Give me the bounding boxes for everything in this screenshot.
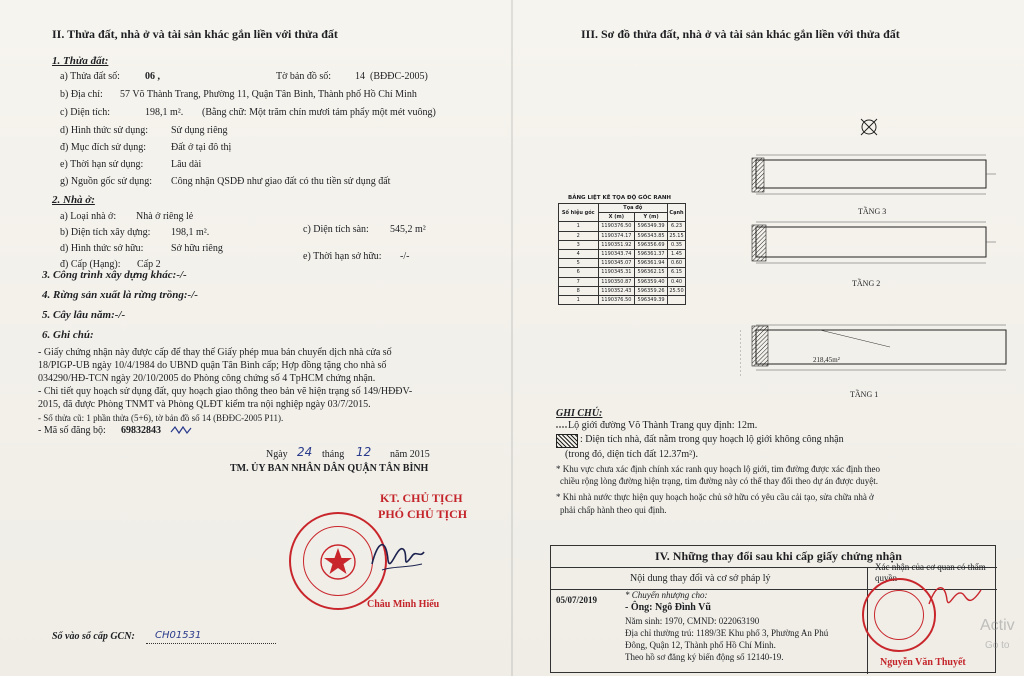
map-sheet-ref: (BĐĐC-2005)	[370, 71, 428, 82]
coord-cell: 8	[559, 286, 599, 295]
production-forest: 4. Rừng sản xuất là rừng trồng:-/-	[42, 289, 198, 301]
coord-row	[559, 231, 686, 240]
plan-notes-heading: GHI CHÚ:	[556, 408, 603, 419]
plan-note-2-line-1: : Diện tích nhà, đất nằm trong quy hoạch lộ giới không công nhận	[580, 434, 844, 445]
land-plot-heading: 1. Thửa đất:	[52, 55, 109, 67]
coord-row	[559, 240, 686, 249]
coord-header-edge: Cạnh	[668, 204, 686, 222]
coord-cell: 596362.15	[635, 268, 668, 277]
fold-line	[511, 0, 513, 676]
issue-date-year: năm 2015	[390, 449, 430, 460]
house-grade-value: Cấp 2	[137, 259, 161, 270]
coord-cell: 596359.26	[635, 286, 668, 295]
coord-header-y: Y (m)	[635, 213, 668, 222]
address-label: b) Địa chỉ:	[60, 89, 103, 100]
coord-row	[559, 222, 686, 231]
change-date: 05/07/2019	[556, 595, 598, 605]
hatched-area-legend-icon	[556, 434, 578, 448]
area-value: 198,1 m².	[145, 107, 184, 118]
issue-date-month: 12	[356, 445, 372, 459]
coord-cell: 2	[559, 231, 599, 240]
coord-cell: 4	[559, 249, 599, 258]
floor-1-label: TẦNG 1	[850, 390, 879, 399]
coord-cell: 25.50	[669, 287, 684, 294]
coord-cell: 5	[559, 259, 599, 268]
coord-cell: 596349.39	[635, 222, 668, 231]
plan-note-3-line-2: chiều rộng lòng đường hiện trạng, tim đường này có thể thay đổi theo dự án được duyệt.	[560, 476, 878, 486]
confirm-signature-icon	[925, 578, 985, 614]
signature-icon	[368, 530, 428, 580]
coord-cell: 1	[559, 222, 599, 231]
section-3-title: III. Sơ đồ thửa đất, nhà ở và tài sản khác gắn liền với thửa đất	[581, 27, 900, 41]
coord-cell: 6	[559, 268, 599, 277]
coord-cell: 7	[559, 277, 599, 286]
section-4-title: IV. Những thay đổi sau khi cấp giấy chứng nhận	[655, 549, 902, 563]
coord-row	[559, 259, 686, 268]
coord-cell: 596361.37	[635, 249, 668, 258]
change-line-4: Địa chỉ thường trú: 1189/3E Khu phố 3, Phường An Phú	[625, 628, 829, 638]
coord-cell: 1190350.87	[598, 277, 635, 286]
floor-area-label: c) Diện tích sàn:	[303, 224, 369, 235]
coord-row	[559, 268, 686, 277]
issue-date-month-label: tháng	[322, 449, 345, 460]
ownership-term-value: -/-	[400, 251, 410, 262]
map-sheet-value: 14	[355, 71, 365, 82]
note-1-line-3: 034290/HĐ-TCN ngày 20/10/2005 do Phòng công chứng số 4 TpHCM chứng nhận.	[38, 373, 376, 384]
change-line-1: * Chuyển nhượng cho:	[625, 590, 708, 600]
signer-name: Châu Minh Hiếu	[367, 599, 440, 610]
ownership-value: Sở hữu riêng	[171, 243, 223, 254]
gcn-book-label: Số vào sổ cấp GCN:	[52, 631, 135, 642]
map-sheet-label: Tờ bản đồ số:	[276, 71, 332, 82]
usage-term-label: e) Thời hạn sử dụng:	[60, 159, 144, 170]
col-change-content: Nội dung thay đổi và cơ sở pháp lý	[630, 573, 771, 584]
notes-heading: 6. Ghi chú:	[42, 329, 94, 341]
floor-plans-drawing	[740, 150, 1010, 400]
usage-form-label: d) Hình thức sử dụng:	[60, 125, 149, 136]
coord-cell: 1190374.17	[598, 231, 635, 240]
coord-header-group: Tọa độ	[598, 204, 667, 213]
signer-title-vice: PHÓ CHỦ TỊCH	[378, 507, 468, 521]
address-value: 57 Võ Thành Trang, Phường 11, Quận Tân Bình, Thành phố Hồ Chí Minh	[120, 89, 417, 100]
gcn-underline	[146, 643, 276, 644]
registration-code-value: 69832843	[121, 425, 161, 436]
coord-cell: 1190352.43	[598, 286, 635, 295]
floor-1-area: 218,45m²	[813, 356, 840, 364]
issue-date-prefix: Ngày	[266, 449, 288, 460]
perennial-trees: 5. Cây lâu năm:-/-	[42, 309, 126, 321]
plot-number-label: a) Thửa đất số:	[60, 71, 120, 82]
coord-cell: 6.15	[668, 268, 686, 277]
house-type-label: a) Loại nhà ở:	[60, 211, 117, 222]
origin-value: Công nhận QSDĐ như giao đất có thu tiền sử dụng đất	[171, 176, 391, 187]
floor-area-value: 545,2 m²	[390, 224, 426, 235]
origin-label: g) Nguồn gốc sử dụng:	[60, 176, 153, 187]
coord-header-x: X (m)	[598, 213, 635, 222]
col-authority-confirm: Xác nhận của cơ quan có thẩm quyền	[875, 562, 986, 583]
gcn-book-value: CH01531	[155, 630, 202, 641]
coord-cell: 6.23	[668, 222, 686, 231]
issue-date-day: 24	[297, 445, 313, 459]
coord-cell: 25.15	[669, 232, 684, 239]
usage-form-value: Sử dụng riêng	[171, 125, 228, 136]
coord-cell: 3	[559, 240, 599, 249]
activation-watermark-sub: Go to	[985, 640, 1010, 651]
floor-2-label: TẦNG 2	[852, 279, 881, 288]
change-line-3: Năm sinh: 1970, CMND: 022063190	[625, 616, 760, 626]
section-2-title: II. Thửa đất, nhà ở và tài sản khác gắn liền với thửa đất	[52, 27, 338, 41]
note-3: - Số thửa cũ: 1 phần thửa (5+6), tờ bản đồ số 14 (BĐĐC-2005 P11).	[38, 413, 284, 423]
issuing-authority: TM. ỦY BAN NHÂN DÂN QUẬN TÂN BÌNH	[230, 463, 429, 474]
coord-cell: 1190345.07	[598, 259, 635, 268]
plan-note-4-line-2: phải chấp hành theo qui định.	[560, 505, 667, 515]
house-type-value: Nhà ở riêng lẻ	[136, 211, 194, 222]
star-emblem-icon	[318, 542, 358, 582]
coord-cell: 1190351.92	[598, 240, 635, 249]
coord-row	[559, 277, 686, 286]
plan-note-4-line-1: * Khi nhà nước thực hiện quy hoạch hoặc chủ sở hữu có yêu cầu cải tạo, sửa chữa nhà ở	[556, 492, 874, 502]
coord-cell: 1.45	[668, 249, 686, 258]
usage-purpose-value: Đất ở tại đô thị	[171, 142, 232, 153]
house-heading: 2. Nhà ở:	[52, 194, 95, 206]
change-line-5: Đông, Quận 12, Thành phố Hồ Chí Minh.	[625, 640, 776, 650]
coord-cell: 596359.40	[635, 277, 668, 286]
registration-seal-inner-ring	[874, 590, 924, 640]
coord-cell: 596361.94	[635, 259, 668, 268]
road-boundary-line-icon	[556, 421, 568, 433]
confirm-signer-name: Nguyễn Văn Thuyết	[880, 657, 966, 668]
coord-cell: 596356.69	[635, 240, 668, 249]
coord-cell: 0.35	[668, 240, 686, 249]
build-area-value: 198,1 m².	[171, 227, 210, 238]
change-line-6: Theo hồ sơ đăng ký biến động số 12140-19.	[625, 652, 784, 662]
coord-cell: 596349.39	[635, 295, 668, 304]
coord-cell: 0.40	[668, 277, 686, 286]
note-2-line-2: 2015, đã được Phòng TNMT và Phòng QLĐT kiểm tra nội nghiệp ngày 03/7/2015.	[38, 399, 371, 410]
coord-cell: 0.60	[668, 259, 686, 268]
change-line-2: - Ông: Ngô Đình Vũ	[625, 602, 711, 613]
note-1-line-1: - Giấy chứng nhận này được cấp để thay thế Giấy phép mua bán chuyển dịch nhà cửa số	[38, 347, 392, 358]
ownership-label: d) Hình thức sở hữu:	[60, 243, 144, 254]
area-in-words: (Bằng chữ: Một trăm chín mươi tám phẩy một mét vuông)	[202, 107, 436, 118]
coord-table	[558, 203, 686, 305]
coord-row	[559, 295, 686, 304]
coord-cell: 1190376.50	[598, 222, 635, 231]
coord-cell: 1	[559, 295, 599, 304]
house-grade-label: đ) Cấp (Hạng):	[60, 259, 121, 270]
plan-note-1: Lộ giới đường Võ Thành Trang quy định: 12m.	[568, 420, 758, 431]
coord-header-corner: Số hiệu góc	[559, 204, 599, 222]
coord-cell: 1190376.50	[598, 295, 635, 304]
coord-row	[559, 286, 686, 295]
coord-table-title: BẢNG LIỆT KÊ TỌA ĐỘ GÓC RANH	[568, 195, 672, 201]
plan-note-3-line-1: * Khu vực chưa xác định chính xác ranh quy hoạch lộ giới, tim đường được xác định theo	[556, 464, 880, 474]
usage-purpose-label: đ) Mục đích sử dụng:	[60, 142, 146, 153]
note-2-line-1: - Chi tiết quy hoạch sử dụng đất, quy hoạch giao thông theo bản vẽ hiện trạng số 149/HĐĐV-	[38, 386, 413, 397]
north-arrow-icon	[856, 116, 880, 138]
floor-3-label: TẦNG 3	[858, 207, 887, 216]
coord-cell: 1190345.31	[598, 268, 635, 277]
coord-cell: 1190343.74	[598, 249, 635, 258]
ownership-term-label: e) Thời hạn sở hữu:	[303, 251, 382, 262]
note-1-line-2: 18/PIGP-UB ngày 10/4/1984 do UBND quận Tân Bình cấp; Hợp đồng tặng cho nhà số	[38, 360, 387, 371]
activation-watermark: Activ	[980, 617, 1015, 634]
area-label: c) Diện tích:	[60, 107, 110, 118]
usage-term-value: Lâu dài	[171, 159, 202, 170]
plan-note-2-line-2: (trong đó, diện tích đất 12.37m²).	[565, 449, 698, 460]
coord-row	[559, 249, 686, 258]
registration-code-label: - Mã số đăng bộ:	[38, 425, 106, 436]
coord-cell: 596343.85	[635, 231, 668, 240]
handwritten-mark-icon	[170, 424, 192, 436]
coord-cell	[668, 295, 686, 304]
plot-number-value: 06 ,	[145, 71, 160, 82]
build-area-label: b) Diện tích xây dựng:	[60, 227, 151, 238]
other-construction: 3. Công trình xây dựng khác:-/-	[42, 269, 187, 281]
signer-title-kt: KT. CHỦ TỊCH	[380, 491, 463, 505]
